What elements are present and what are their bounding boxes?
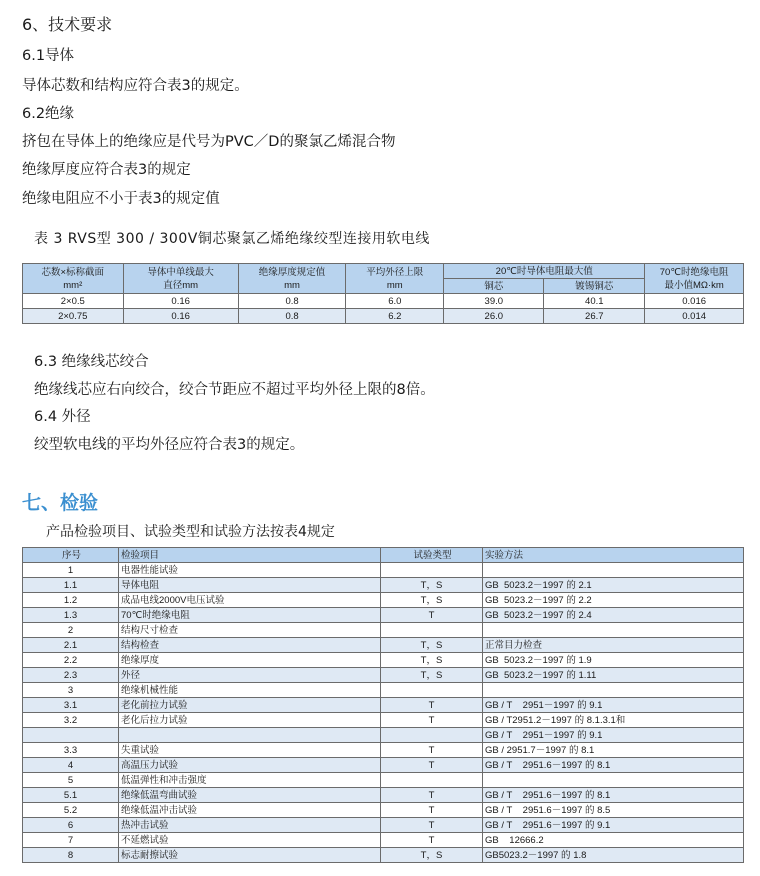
header-text: mm²: [63, 279, 83, 291]
table-row: [23, 833, 744, 848]
table-row: [23, 668, 744, 683]
table-3-cell: 26.0: [444, 309, 544, 324]
table-cell: 5: [23, 773, 119, 788]
table-4-header-cell: 实验方法: [483, 548, 744, 563]
table-cell: GB / T 2951－1997 的 9.1: [483, 698, 744, 713]
table-cell: 1: [23, 563, 119, 578]
table-cell: T: [381, 698, 483, 713]
section-6-4-title: 6.4 外径: [34, 409, 91, 425]
table-cell: GB / T 2951－1997 的 9.1: [483, 728, 744, 743]
table-cell: [381, 773, 483, 788]
table-cell: 绝缘低温弯曲试验: [119, 788, 381, 803]
table-row: [23, 773, 744, 788]
table-4: [22, 547, 744, 863]
table-cell: 结构尺寸检查: [119, 623, 381, 638]
section-6-2-title: 6.2绝缘: [22, 106, 75, 122]
table-cell: GB / 2951.7－1997 的 8.1: [483, 743, 744, 758]
table-cell: 2.3: [23, 668, 119, 683]
table-cell: GB 5023.2－1997 的 2.1: [483, 578, 744, 593]
table-cell: 高温压力试验: [119, 758, 381, 773]
section-6-1-text: 导体芯数和结构应符合表3的规定。: [22, 78, 249, 94]
table-cell: 2: [23, 623, 119, 638]
table-cell: GB 12666.2: [483, 833, 744, 848]
table-row: [23, 578, 744, 593]
table-cell: T，S: [381, 593, 483, 608]
table-cell: [381, 623, 483, 638]
table-3-header-cell: [123, 264, 238, 294]
table-3-cell: 0.8: [238, 309, 346, 324]
table-cell: 电器性能试验: [119, 563, 381, 578]
table-row: [23, 758, 744, 773]
table-cell: 1.2: [23, 593, 119, 608]
table-3-header-cell: 镀锡铜芯: [544, 279, 645, 294]
table-4-body: [23, 563, 744, 863]
table-row: [23, 803, 744, 818]
table-cell: 4: [23, 758, 119, 773]
table-row: [23, 848, 744, 863]
table-row: [23, 728, 744, 743]
table-cell: 3.1: [23, 698, 119, 713]
table-4-header-cell: 序号: [23, 548, 119, 563]
table-3-header-cell: [645, 264, 744, 294]
section-6-3-title: 6.3 绝缘线芯绞合: [34, 354, 149, 370]
table-cell: 5.1: [23, 788, 119, 803]
table-cell: [483, 623, 744, 638]
header-text: 绝缘厚度规定值: [258, 266, 326, 278]
table-row: [23, 608, 744, 623]
table-cell: 2.1: [23, 638, 119, 653]
section-7-title: 七、检验: [22, 492, 99, 514]
table-cell: 正常目力检查: [483, 638, 744, 653]
table-cell: T: [381, 743, 483, 758]
table-3-cell: 0.8: [238, 294, 346, 309]
table-cell: [483, 683, 744, 698]
table-cell: [23, 728, 119, 743]
table-cell: GB / T 2951.6－1997 的 9.1: [483, 818, 744, 833]
header-text: 直径mm: [163, 279, 199, 291]
table-row: [23, 638, 744, 653]
table-3-header-cell: 铜芯: [444, 279, 544, 294]
table-cell: 6: [23, 818, 119, 833]
table-row: [23, 683, 744, 698]
section-6-2-text-2: 绝缘厚度应符合表3的规定: [22, 162, 191, 178]
table-cell: 低温弹性和冲击强度: [119, 773, 381, 788]
table-3-header-cell: [23, 264, 124, 294]
table-row: [23, 623, 744, 638]
table-cell: GB 5023.2－1997 的 1.9: [483, 653, 744, 668]
table-cell: [381, 683, 483, 698]
table-3-header-cell: 20℃时导体电阻最大值: [444, 264, 645, 279]
header-text: mm: [386, 279, 403, 291]
table-cell: 结构检查: [119, 638, 381, 653]
table-cell: 2.2: [23, 653, 119, 668]
table-cell: 7: [23, 833, 119, 848]
table-row: [23, 713, 744, 728]
table-3-cell: 0.016: [645, 294, 744, 309]
table-row: [23, 698, 744, 713]
table-cell: T: [381, 803, 483, 818]
table-3-cell: 6.0: [346, 294, 444, 309]
header-text: 70℃时绝缘电阻: [659, 266, 729, 278]
section-6-3-text: 绝缘线芯应右向绞合，绞合节距应不超过平均外径上限的8倍。: [34, 382, 435, 398]
table-cell: T，S: [381, 668, 483, 683]
table-cell: 热冲击试验: [119, 818, 381, 833]
table-cell: GB5023.2－1997 的 1.8: [483, 848, 744, 863]
table-cell: 70℃时绝缘电阻: [119, 608, 381, 623]
table-cell: 8: [23, 848, 119, 863]
table-row: [23, 743, 744, 758]
table-3-header-row-1: [23, 264, 744, 279]
table-3-row: [23, 294, 744, 309]
table-cell: 绝缘厚度: [119, 653, 381, 668]
section-6-title: 6、技术要求: [22, 15, 113, 34]
section-6-2-text-3: 绝缘电阻应不小于表3的规定值: [22, 191, 220, 207]
table-cell: [483, 773, 744, 788]
table-cell: 5.2: [23, 803, 119, 818]
table-cell: [483, 563, 744, 578]
table-cell: GB / T 2951.6－1997 的 8.1: [483, 788, 744, 803]
table-cell: 失重试验: [119, 743, 381, 758]
table-cell: T: [381, 713, 483, 728]
table-cell: 成品电线2000V电压试验: [119, 593, 381, 608]
table-cell: 3: [23, 683, 119, 698]
table-4-header-row: [23, 548, 744, 563]
table-cell: T: [381, 788, 483, 803]
section-6-1-title: 6.1导体: [22, 48, 75, 64]
header-text: 芯数×标称截面: [41, 266, 105, 278]
table-cell: [381, 563, 483, 578]
table-3-row: [23, 309, 744, 324]
table-cell: [119, 728, 381, 743]
table-cell: 标志耐擦试验: [119, 848, 381, 863]
table-3-header-cell: [346, 264, 444, 294]
table-cell: [381, 728, 483, 743]
table-cell: GB 5023.2－1997 的 2.4: [483, 608, 744, 623]
table-cell: T: [381, 818, 483, 833]
table-cell: 1.1: [23, 578, 119, 593]
table-4-caption: 产品检验项目、试验类型和试验方法按表4规定: [46, 524, 335, 540]
table-cell: T: [381, 833, 483, 848]
table-cell: 绝缘低温冲击试验: [119, 803, 381, 818]
section-6-2-text-1: 挤包在导体上的绝缘应是代号为PVC／D的聚氯乙烯混合物: [22, 134, 396, 150]
table-3-caption: 表 3 RVS型 300 / 300V铜芯聚氯乙烯绝缘绞型连接用软电线: [34, 231, 430, 247]
table-cell: 外径: [119, 668, 381, 683]
table-row: [23, 563, 744, 578]
table-row: [23, 593, 744, 608]
table-cell: GB / T 2951.6－1997 的 8.1: [483, 758, 744, 773]
header-text: 导体中单线最大: [147, 266, 214, 278]
header-text: 平均外径上限: [366, 266, 424, 278]
table-row: [23, 653, 744, 668]
table-cell: T: [381, 758, 483, 773]
section-6-4-text: 绞型软电线的平均外径应符合表3的规定。: [34, 437, 305, 453]
header-text: 最小值MΩ·km: [664, 279, 724, 291]
table-cell: T: [381, 608, 483, 623]
table-3: [22, 263, 744, 324]
table-3-cell: 26.7: [544, 309, 645, 324]
table-cell: T，S: [381, 638, 483, 653]
table-row: [23, 788, 744, 803]
table-4-header-cell: 试验类型: [381, 548, 483, 563]
table-3-cell: 0.16: [123, 309, 238, 324]
table-cell: 不延燃试验: [119, 833, 381, 848]
table-cell: 老化前拉力试验: [119, 698, 381, 713]
header-text: mm: [284, 279, 300, 291]
table-cell: GB / T2951.2－1997 的 8.1.3.1和: [483, 713, 744, 728]
table-3-cell: 0.16: [123, 294, 238, 309]
table-3-cell: 2×0.5: [23, 294, 124, 309]
table-cell: 3.2: [23, 713, 119, 728]
table-3-cell: 0.014: [645, 309, 744, 324]
table-4-header-cell: 检验项目: [119, 548, 381, 563]
table-cell: T，S: [381, 653, 483, 668]
table-cell: 1.3: [23, 608, 119, 623]
table-cell: 3.3: [23, 743, 119, 758]
table-3-cell: 6.2: [346, 309, 444, 324]
table-cell: T，S: [381, 578, 483, 593]
table-cell: 老化后拉力试验: [119, 713, 381, 728]
table-cell: GB / T 2951.6－1997 的 8.5: [483, 803, 744, 818]
table-cell: GB 5023.2－1997 的 2.2: [483, 593, 744, 608]
table-cell: GB 5023.2－1997 的 1.11: [483, 668, 744, 683]
table-3-header-cell: [238, 264, 346, 294]
table-row: [23, 818, 744, 833]
table-cell: 导体电阻: [119, 578, 381, 593]
table-3-cell: 40.1: [544, 294, 645, 309]
table-3-cell: 2×0.75: [23, 309, 124, 324]
table-cell: 绝缘机械性能: [119, 683, 381, 698]
table-cell: T，S: [381, 848, 483, 863]
table-3-cell: 39.0: [444, 294, 544, 309]
